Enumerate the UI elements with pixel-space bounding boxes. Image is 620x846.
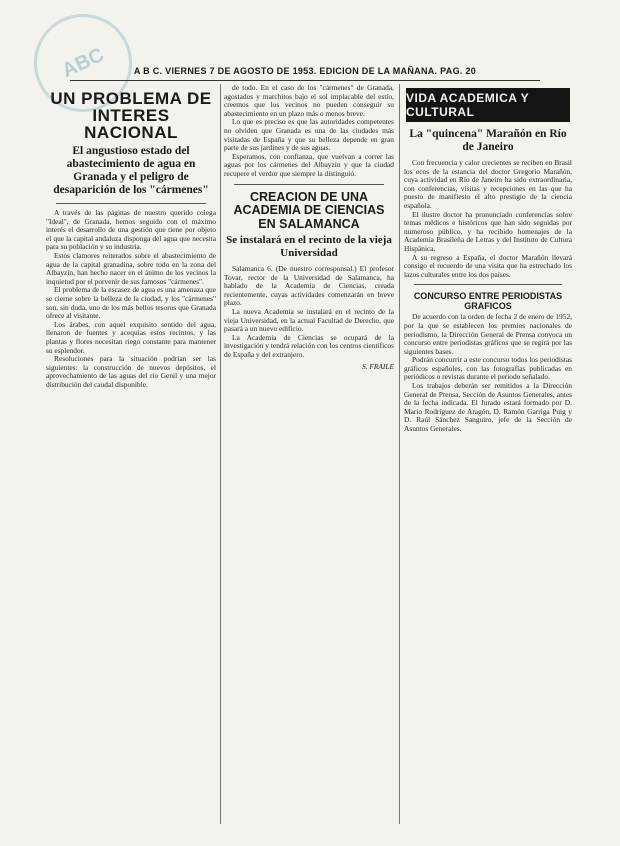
quincena-title: La "quincena" Marañón en Río de Janeiro <box>409 128 567 153</box>
concurso-title: CONCURSO ENTRE PERIODISTAS GRAFICOS <box>413 291 563 312</box>
paragraph: Esperamos, con confianza, que vuelvan a correr las aguas por los cármenes del Albayzín y que la ciudad recupere el verdor que siempre la distinguió. <box>224 151 394 178</box>
paragraph: Los trabajos deberán ser remitidos a la Dirección General de Prensa, Sección de Asuntos Generales, antes de la fecha indicada. El Jurado estará formado por D. Mario Rodríguez de Aragón, D. Ramón Garriga Puig y D. Raúl Sánchez Sanguiro, jefe de la Sección de Asuntos Generales. <box>404 381 572 434</box>
paragraph: Estos clamores reiterados sobre el abastecimiento de agua de la capital granadina, sobre todo en la zona del Albayzín, han hecho nacer en el ánimo de los vecinos la inquietud por el porvenir de sus famosos "cármenes". <box>46 250 216 286</box>
paragraph: Con frecuencia y calor crecientes se reciben en Brasil los ecos de la estancia del doctor Gregorio Marañón, cuya actividad en Río de Janeiro ha sido extraordinaria, con conferencias, visitas y recepciones en las que ha puesto de manifiesto el alto prestigio de la ciencia española. <box>404 158 572 210</box>
article-title: UN PROBLEMA DE INTERES NACIONAL <box>50 89 212 142</box>
column-two <box>224 84 394 832</box>
column-three <box>404 84 572 832</box>
paragraph: Los árabes, con aquel exquisito sentido del agua, llenaron de fuentes y acequias estos recintos, y las plantas y flores necesitan riego constante para mantener su esplendor. <box>46 319 216 355</box>
paragraph: De acuerdo con la orden de fecha 2 de enero de 1952, por la que se establecen los premios nacionales de periodismo, la Dirección General de Prensa convoca un concurso entre periodistas gráficos que se regirá por las siguientes bases. <box>404 312 572 356</box>
abc-stamp-icon: ABC <box>18 0 148 128</box>
article-subtitle: El angustioso estado del abastecimiento de agua en Granada y el peligro de desaparición de los "cármenes" <box>53 145 209 196</box>
paragraph: de todo. En el caso de los "cármenes" de Granada, agostados y marchitos bajo el sol implacable del estío, creemos que los vecinos no pueden conseguir su abastecimiento en un plazo más o menos breve. <box>224 84 394 118</box>
paragraph: La nueva Academia se instalará en el recinto de la vieja Universidad, en la actual Facultad de Derecho, que pasará a un nuevo edificio. <box>224 307 394 334</box>
divider <box>234 184 384 185</box>
academia-subtitle: Se instalará en el recinto de la vieja Universidad <box>226 234 392 259</box>
paragraph: Podrán concurrir a este concurso todos los periodistas gráficos españoles, con las fotografías publicadas en periódicos o revistas durante el periodo señalado. <box>404 355 572 382</box>
academia-title: CREACION DE UNA ACADEMIA DE CIENCIAS EN SALAMANCA <box>233 189 385 231</box>
column-divider <box>399 84 400 824</box>
paragraph: Resoluciones para la situación podrían ser las siguientes: la construcción de nuevos depósitos, el aprovechamiento de las aguas del río Genil y una mejor distribución del caudal disponible. <box>46 354 216 389</box>
divider <box>414 284 562 285</box>
paragraph: Lo que es preciso es que las autoridades competentes no olviden que Granada es una de las ciudades más visitadas de España y que su belleza depende en gran parte de sus jardines y de sus aguas. <box>224 117 394 153</box>
page-header: A B C. VIERNES 7 DE AGOSTO DE 1953. EDICION DE LA MAÑANA. PAG. 20 <box>70 66 540 81</box>
paragraph: La Academia de Ciencias se ocupará de la investigación y tendrá relación con los centros científicos de España y del extranjero. <box>224 332 394 359</box>
divider <box>56 203 206 204</box>
paragraph: A través de las páginas de nuestro querido colega "Ideal", de Granada, hemos seguido con el máximo interés el desarrollo de una gestión que tiene por objeto el que la capital andaluza disponga del agua que necesita para su población y su industria. <box>46 208 216 252</box>
column-divider <box>220 84 221 824</box>
section-banner: VIDA ACADEMICA Y CULTURAL <box>406 88 570 122</box>
paragraph: El ilustre doctor ha pronunciado conferencias sobre temas médicos e históricos que han sido seguidas por numeroso público, y ha recibido homenajes de la Academia Brasileña de Letras y del Instituto de Cultura Hispánica. <box>404 209 572 253</box>
paragraph: A su regreso a España, el doctor Marañón llevará consigo el recuerdo de una visita que ha estrechado los lazos culturales entre los dos países. <box>404 252 572 279</box>
paragraph: El problema de la escasez de agua es una amenaza que se cierne sobre la belleza de la ciudad, y los "cármenes" son, sin duda, uno de los más bellos tesoros que Granada ofrece al visitante. <box>46 285 216 321</box>
paragraph: Salamanca 6. (De nuestro corresponsal.) El profesor Tovar, rector de la Universidad de Salamanca, ha hablado de la Academia de Ciencias, creada recientemente, cuyas actividades comenzarán en breve plazo. <box>224 264 394 308</box>
column-one <box>46 84 216 832</box>
signature: S. FRAILE <box>361 361 394 371</box>
